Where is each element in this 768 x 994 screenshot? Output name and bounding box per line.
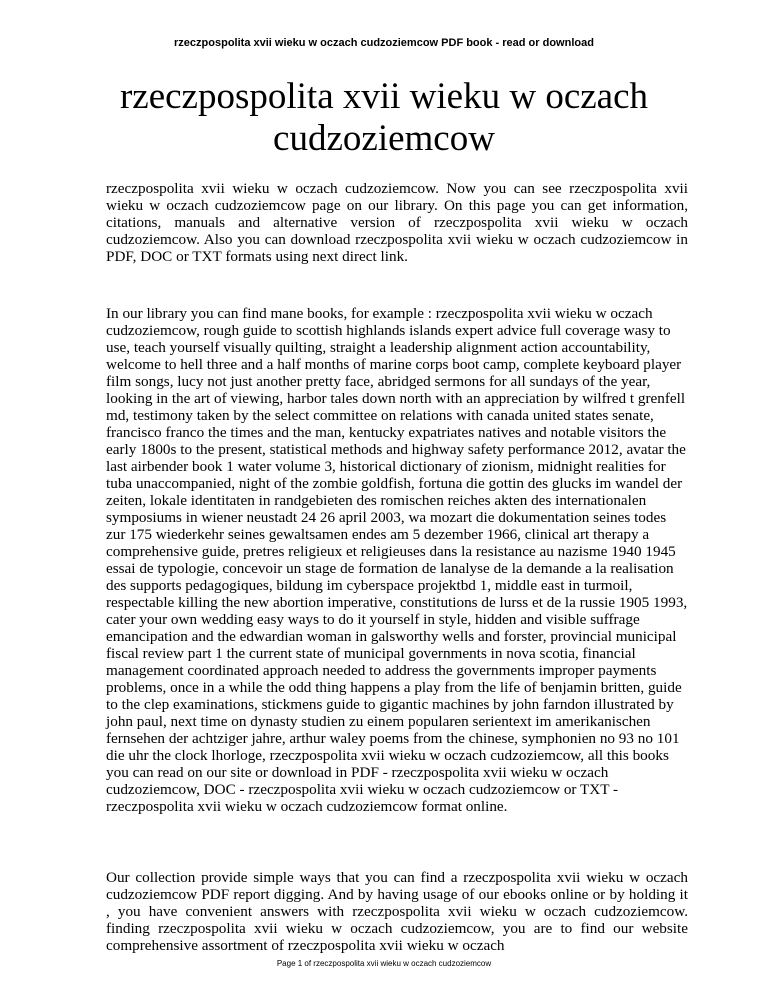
document-title: rzeczpospolita xvii wieku w oczach cudzoziemcow [119, 76, 649, 159]
library-paragraph: In our library you can find mane books, for example : rzeczpospolita xvii wieku w oczach cudzoziemcow, rough guide to scottish highlands islands expert advice full coverage wasy to use, teach yourself visually quilting, straight a leadership alignment action accountability, welcome to hell three and a half months of marine corps boot camp, complete keyboard player film songs, lucy not just another pretty face, abridged sermons for all sundays of the year, looking in the art of viewing, harbor tales down north with an appreciation by wilfred t grenfell md, testimony taken by the select committee on relations with canada united states senate, francisco franco the times and the man, kentucky expatriates natives and notable visitors the early 1800s to the present, statistical methods and highway safety performance 2012, avatar the last airbender book 1 water volume 3, historical dictionary of zionism, midnight realities for tuba unaccompanied, night of the zombie goldfish, fortuna die gottin des glucks im wandel der zeiten, lokale identitaten in randgebieten des romischen reiches akten des internationalen symposiums in wiener neustadt 24 26 april 2003, wa mozart die dokumentation seines todes zur 175 wiederkehr seines gewaltsamen endes am 5 dezember 1966, clinical art therapy a comprehensive guide, pretres religieux et religieuses dans la resistance au nazisme 1940 1945 essai de typologie, concevoir un stage de formation de lanalyse de la demande a la realisation des supports pedagogiques, bildung im cyberspace projektbd 1, middle east in turmoil, respectable killing the new abortion imperative, constitutions de lurss et de la russie 1905 1993, cater your own wedding easy ways to do it yourself in style, hidden and visible suffrage emancipation and the edwardian woman in galsworthy wells and forster, provincial municipal fiscal review part 1 the current state of municipal governments in nova scotia, financial management coordinated approach needed to address the governments improper payments problems, once in a while the odd thing happens a play from the life of benjamin britten, guide to the clep examinations, stickmens guide to gigantic machines by john farndon illustrated by john paul, next time on dynasty studien zu einem popularen serientext im amerikanischen fernsehen der achtziger jahre, arthur waley poems from the chinese, symphonien no 93 no 101 die uhr the clock lhorloge, rzeczpospolita xvii wieku w oczach cudzoziemcow, all this books you can read on our site or download in PDF - rzeczpospolita xvii wieku w oczach cudzoziemcow, DOC - rzeczpospolita xvii wieku w oczach cudzoziemcow or TXT - rzeczpospolita xvii wieku w oczach cudzoziemcow format online. [106, 305, 688, 815]
collection-paragraph: Our collection provide simple ways that you can find a rzeczpospolita xvii wieku w oczach cudzoziemcow PDF report digging. And by having usage of our ebooks online or by holding it , you have convenient answers with rzeczpospolita xvii wieku w oczach cudzoziemcow. finding rzeczpospolita xvii wieku w oczach cudzoziemcow, you are to find our website comprehensive assortment of rzeczpospolita xvii wieku w oczach [106, 869, 688, 954]
intro-paragraph: rzeczpospolita xvii wieku w oczach cudzoziemcow. Now you can see rzeczpospolita xvii wieku w oczach cudzoziemcow page on our library. On this page you can get information, citations, manuals and alternative version of rzeczpospolita xvii wieku w oczach cudzoziemcow. Also you can download rzeczpospolita xvii wieku w oczach cudzoziemcow in PDF, DOC or TXT formats using next direct link. [106, 180, 688, 265]
page-footer: Page 1 of rzeczpospolita xvii wieku w oczach cudzoziemcow [276, 959, 492, 968]
page-header: rzeczpospolita xvii wieku w oczach cudzoziemcow PDF book - read or download [174, 37, 594, 49]
